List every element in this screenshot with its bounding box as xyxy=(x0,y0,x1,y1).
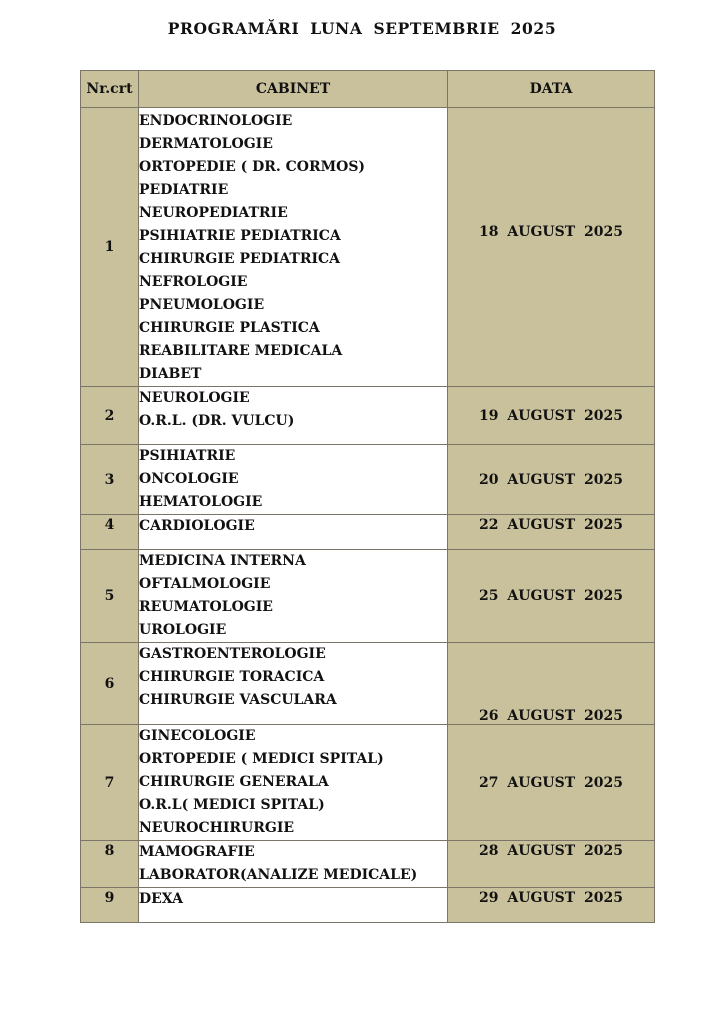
row-number: 1 xyxy=(81,108,139,387)
date-cell: 27 AUGUST 2025 xyxy=(448,725,655,841)
page-title: PROGRAMĂRI LUNA SEPTEMBRIE 2025 xyxy=(167,19,557,38)
cabinet-cell xyxy=(139,725,448,841)
cabinet-name: DEXA xyxy=(139,891,184,907)
cabinet-name: O.R.L( MEDICI SPITAL) xyxy=(139,797,325,813)
cabinet-name: NEUROPEDIATRIE xyxy=(139,205,288,221)
table-row xyxy=(81,108,655,387)
cabinet-name: MEDICINA INTERNA xyxy=(139,553,306,569)
table-row xyxy=(81,387,655,445)
date-cell: 26 AUGUST 2025 xyxy=(448,643,655,725)
header-cabinet: CABINET xyxy=(139,71,448,108)
cabinet-name: REABILITARE MEDICALA xyxy=(139,343,343,359)
cabinet-cell xyxy=(139,888,448,923)
cabinet-name: NEUROCHIRURGIE xyxy=(139,820,295,836)
schedule-table xyxy=(80,70,655,923)
table-row xyxy=(81,841,655,888)
date-cell: 29 AUGUST 2025 xyxy=(448,888,655,923)
cabinet-name: PNEUMOLOGIE xyxy=(139,297,265,313)
cabinet-name: LABORATOR(ANALIZE MEDICALE) xyxy=(139,867,418,883)
cabinet-cell xyxy=(139,515,448,550)
cabinet-cell xyxy=(139,550,448,643)
date-cell: 20 AUGUST 2025 xyxy=(448,445,655,515)
cabinet-name: PSIHIATRIE PEDIATRICA xyxy=(139,228,341,244)
cabinet-name: PSIHIATRIE xyxy=(139,448,236,464)
row-number: 2 xyxy=(81,387,139,445)
cabinet-cell xyxy=(139,445,448,515)
cabinet-cell xyxy=(139,841,448,888)
cabinet-name: ENDOCRINOLOGIE xyxy=(139,113,293,129)
cabinet-name: ORTOPEDIE ( MEDICI SPITAL) xyxy=(139,751,384,767)
table-row xyxy=(81,643,655,725)
cabinet-name: DIABET xyxy=(139,366,202,382)
cabinet-name: CHIRURGIE GENERALA xyxy=(139,774,329,790)
cabinet-cell xyxy=(139,387,448,445)
table-row xyxy=(81,515,655,550)
cabinet-name: CARDIOLOGIE xyxy=(139,518,255,534)
cabinet-cell xyxy=(139,643,448,725)
date-cell: 25 AUGUST 2025 xyxy=(448,550,655,643)
cabinet-name: CHIRURGIE TORACICA xyxy=(139,669,325,685)
cabinet-name: ONCOLOGIE xyxy=(139,471,239,487)
cabinet-name: GASTROENTEROLOGIE xyxy=(139,646,326,662)
cabinet-name: ORTOPEDIE ( DR. CORMOS) xyxy=(139,159,366,175)
cabinet-name: MAMOGRAFIE xyxy=(139,844,255,860)
cabinet-name: CHIRURGIE VASCULARA xyxy=(139,692,337,708)
row-number: 5 xyxy=(81,550,139,643)
row-number: 6 xyxy=(81,643,139,725)
cabinet-name: UROLOGIE xyxy=(139,622,227,638)
date-cell: 28 AUGUST 2025 xyxy=(448,841,655,888)
date-cell: 19 AUGUST 2025 xyxy=(448,387,655,445)
cabinet-name: DERMATOLOGIE xyxy=(139,136,273,152)
row-number: 7 xyxy=(81,725,139,841)
cabinet-name: GINECOLOGIE xyxy=(139,728,256,744)
cabinet-name: NEUROLOGIE xyxy=(139,390,250,406)
table-row xyxy=(81,888,655,923)
cabinet-cell xyxy=(139,108,448,387)
row-number: 4 xyxy=(81,515,139,550)
row-number: 8 xyxy=(81,841,139,888)
table-row xyxy=(81,550,655,643)
cabinet-name: CHIRURGIE PLASTICA xyxy=(139,320,320,336)
cabinet-name: O.R.L. (DR. VULCU) xyxy=(139,413,295,429)
header-date: DATA xyxy=(448,71,655,108)
row-number: 9 xyxy=(81,888,139,923)
date-cell: 22 AUGUST 2025 xyxy=(448,515,655,550)
header-nr: Nr.crt xyxy=(81,71,139,108)
cabinet-name: CHIRURGIE PEDIATRICA xyxy=(139,251,341,267)
date-cell: 18 AUGUST 2025 xyxy=(448,108,655,387)
cabinet-name: PEDIATRIE xyxy=(139,182,229,198)
table-row xyxy=(81,725,655,841)
cabinet-name: REUMATOLOGIE xyxy=(139,599,273,615)
table-row xyxy=(81,445,655,515)
cabinet-name: HEMATOLOGIE xyxy=(139,494,263,510)
row-number: 3 xyxy=(81,445,139,515)
cabinet-name: OFTALMOLOGIE xyxy=(139,576,271,592)
cabinet-name: NEFROLOGIE xyxy=(139,274,248,290)
table-header-row xyxy=(81,71,655,108)
